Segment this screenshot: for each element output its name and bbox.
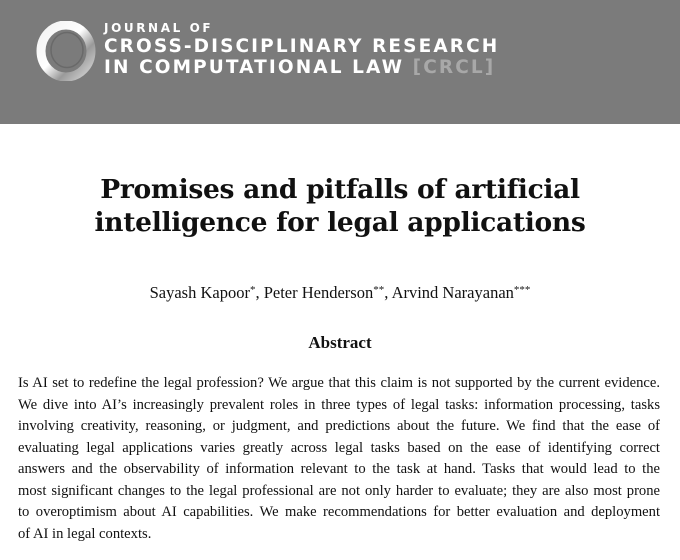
author-name: Peter Henderson bbox=[263, 283, 374, 302]
journal-name-line3-text: IN COMPUTATIONAL LAW bbox=[104, 56, 405, 78]
journal-header bbox=[0, 0, 680, 124]
abstract-heading: Abstract bbox=[308, 333, 372, 352]
abstract-line: We dive into AI’s increasingly prevalent roles in three types of legal tasks: information processing, tasks bbox=[18, 396, 660, 413]
journal-name-line1: JOURNAL OF bbox=[104, 21, 214, 35]
journal-abbreviation: [CRCL] bbox=[412, 56, 496, 78]
author-footnote-mark: * bbox=[249, 284, 256, 296]
journal-name-line3 bbox=[104, 56, 499, 78]
abstract-line: answers and the observability of information relevant to the task at hand. Tasks that would lead to the bbox=[18, 461, 660, 477]
abstract-line: most significant changes to the legal professional are not only harder to evaluate; they are also most prone bbox=[18, 482, 660, 499]
abstract-line: Is AI set to redefine the legal profession? We argue that this claim is not supported by the current evidence. bbox=[18, 375, 660, 391]
abstract-text bbox=[18, 373, 660, 545]
author-name: Arvind Narayanan bbox=[391, 283, 514, 302]
article-title bbox=[0, 173, 680, 239]
author-footnote-mark: ** bbox=[373, 284, 385, 296]
author-list: Sayash Kapoor*, Peter Henderson**, Arvind Narayanan*** bbox=[149, 283, 531, 302]
abstract-line: involving creativity, reasoning, or judgment, and predictions about the future. We find that the ease of bbox=[18, 418, 660, 434]
article-title-line2: intelligence for legal applications bbox=[94, 207, 586, 238]
abstract-line: evaluating legal applications varies greatly across legal tasks based on the ease of identifying correct bbox=[18, 439, 660, 456]
abstract-line: to overoptimism about AI capabilities. We make recommendations for better evaluation and deployment bbox=[18, 504, 660, 520]
journal-name-line2: CROSS-DISCIPLINARY RESEARCH bbox=[104, 36, 500, 57]
abstract-line: of AI in legal contexts. bbox=[18, 525, 152, 542]
article-title-line1: Promises and pitfalls of artificial bbox=[100, 174, 580, 205]
ring-logo-icon bbox=[36, 21, 96, 81]
author-footnote-mark: *** bbox=[513, 284, 531, 296]
author-name: Sayash Kapoor bbox=[149, 283, 250, 302]
journal-name bbox=[104, 22, 499, 79]
